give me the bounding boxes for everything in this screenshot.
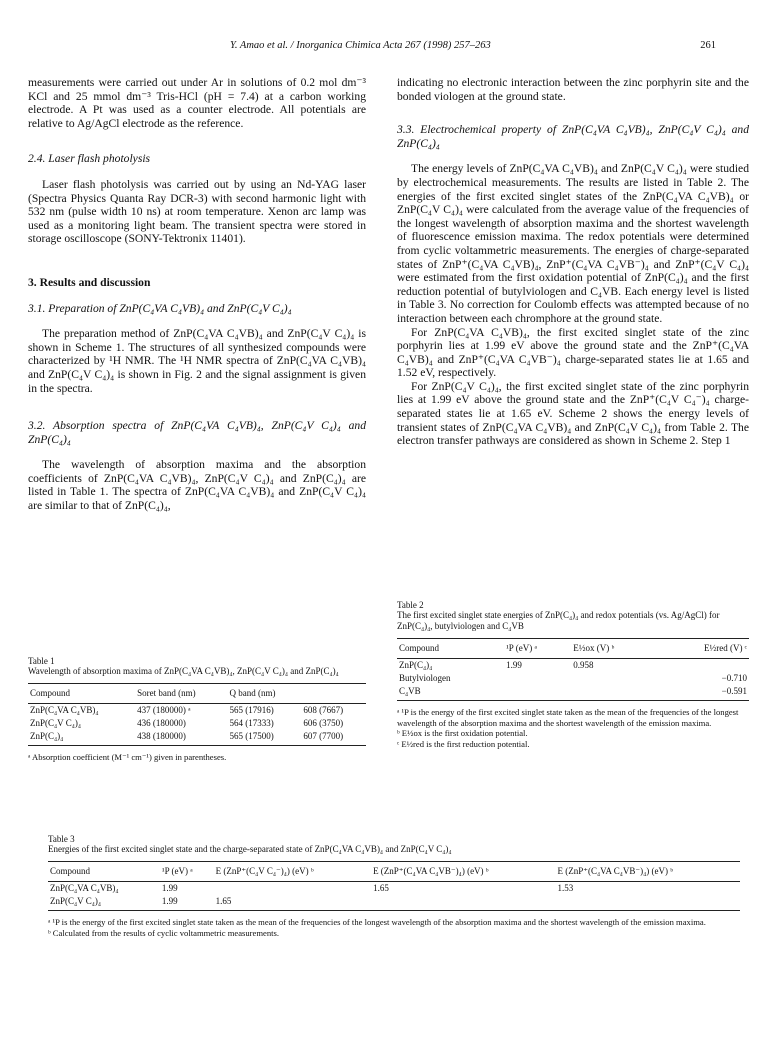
table-cell: 0.958 (573, 660, 594, 670)
column-header: Q band (nm) (227, 684, 301, 704)
table-caption: The first excited singlet state energies of ZnP(C₄)₄ and redox potentials (vs. Ag/AgCl) for ZnP(C₄)₄, butylviologen and C₄VB (397, 610, 720, 631)
table-caption: Wavelength of absorption maxima of ZnP(C₄VA C₄VB)₄, ZnP(C₄V C₄)₄ and ZnP(C₄)₄ (28, 666, 339, 676)
table-footnote: ᵃ ¹P is the energy of the first excited singlet state taken as the mean of the frequencies of the longest wavelength of the absorption maxima and the shortest wavelength of the emission maxima. (48, 917, 706, 927)
table-cell (571, 672, 658, 685)
paragraph-electrochemistry: The energy levels of ZnP(C₄VA C₄VB)₄ and ZnP(C₄V C₄)₄ were studied by electrochemical measurements. The results are listed in Table 2. The energies of the first excited singlet states of the ZnP(C₄VA C₄VB)₄ or ZnP(C₄V C₄)₄ were calculated from the average value of the frequencies of the longest wavelength of absorption maxima and the shortest wavelength of fluorescence emission maxima. The redox potentials were determined from cyclic voltammetric measurements. The energies of charge-separated states of ZnP⁺(C₄VA C₄VB)₄, ZnP⁺(C₄VA C₄VB⁻)₄ and ZnP⁺(C₄V C₄)₄ were estimated from the first oxidation potential of ZnP(C₄)₄ and the first reduction potential of butylviologen and C₄VB. Each energy level is listed in Table 3. No correction for Coulomb effects was attempted because of no interaction between each chromphore at the ground state. (397, 162, 749, 325)
table-cell: −0.710 (721, 673, 747, 683)
column-header: ¹P (eV) ᵃ (160, 862, 214, 882)
table-cell: 1.65 (214, 895, 371, 911)
right-column (397, 76, 749, 448)
column-header: E (ZnP⁺(C₄V C₄⁻)₄) (eV) ᵇ (214, 862, 371, 882)
table-row (28, 704, 366, 718)
table-cell: ZnP(C₄VA C₄VB)₄ (50, 883, 119, 893)
table-cell: Butylviologen (399, 673, 451, 683)
table-cell: 1.99 (506, 660, 522, 670)
table-row (397, 659, 749, 673)
table-cell: −0.591 (658, 685, 749, 701)
table-caption: Energies of the first excited singlet state and the charge-separated state of ZnP(C₄VA C₄VB)₄ and ZnP(C₄V C₄)₄ (48, 844, 452, 854)
table-cell: ZnP(C₄VA C₄VB)₄ (30, 705, 99, 715)
table-cell: 565 (17500) (227, 730, 301, 746)
paragraph-continued: indicating no electronic interaction between the zinc porphyrin site and the bonded viologen at the ground state. (397, 76, 749, 103)
column-header: Compound (397, 639, 504, 659)
table-1-grid (28, 683, 366, 746)
section-heading-3-2: 3.2. Absorption spectra of ZnP(C₄VA C₄VB)₄, ZnP(C₄V C₄)₄ and ZnP(C₄)₄ (28, 419, 366, 446)
column-header: Soret band (nm) (135, 684, 227, 704)
table-cell (214, 882, 371, 896)
left-column (28, 76, 366, 513)
table-cell (371, 895, 555, 911)
table-cell: 1.99 (161, 883, 178, 893)
table-cell: 436 (180000) (137, 718, 186, 728)
column-header: E½ox (V) ᵇ (571, 639, 658, 659)
table-footnote: ᵃ ¹P is the energy of the first excited singlet state taken as the mean of the frequencies of the longest wavelength of the absorption maxima and the shortest wavelength of the emission maxima. (397, 707, 739, 728)
table-cell (571, 685, 658, 701)
table-cell (658, 659, 749, 673)
table-header-row (48, 862, 740, 882)
column-header: Compound (48, 862, 160, 882)
paragraph-absorption: The wavelength of absorption maxima and the absorption coefficients of ZnP(C₄VA C₄VB)₄, ZnP(C₄V C₄)₄ and ZnP(C₄)₄ are listed in Table 1. The spectra of ZnP(C₄VA C₄VB)₄ and ZnP(C₄V C₄)₄ are similar to that of ZnP(C₄)₄, (28, 458, 366, 513)
table-cell (556, 895, 741, 911)
table-row (397, 672, 749, 685)
paragraph-laser: Laser flash photolysis was carried out by using an Nd-YAG laser (Spectra Physics Quanta Ray DCR-3) with second harmonic light with 532 nm (pulse width 10 ns) at room temperature. Xenon arc lamp was used as a monitoring light beam. The transient spectra were stored in storage oscilloscope (SONY-Tektronix 11401). (28, 177, 366, 246)
page-header (0, 40, 768, 56)
table-cell (504, 685, 571, 701)
table-header-row (28, 684, 366, 704)
running-head: Y. Amao et al. / Inorganica Chimica Acta 267 (1998) 257–263 (230, 40, 491, 51)
table-cell: 606 (3750) (303, 718, 344, 728)
page-number: 261 (700, 40, 716, 51)
column-header: Compound (28, 684, 135, 704)
column-header: E (ZnP⁺(C₄VA C₄VB⁻)₄) (eV) ᵇ (556, 862, 741, 882)
section-heading-3-1: 3.1. Preparation of ZnP(C₄VA C₄VB)₄ and ZnP(C₄V C₄)₄ (28, 301, 292, 315)
table-header-row (397, 639, 749, 659)
table-cell: ZnP(C₄V C₄)₄ (48, 895, 160, 911)
section-heading-2-4: 2.4. Laser flash photolysis (28, 152, 151, 166)
table-label: Table 1 (28, 656, 55, 666)
table-cell: 1.99 (160, 895, 214, 911)
table-3-grid (48, 861, 740, 911)
table-cell: ZnP(C₄)₄ (399, 660, 433, 670)
table-row (48, 895, 740, 911)
table-footnote: ᵇ E½ox is the first oxidation potential. (397, 728, 528, 738)
table-cell: 608 (7667) (303, 705, 344, 715)
column-header: E (ZnP⁺(C₄VA C₄VB⁻)₄) (eV) ᵇ (371, 862, 555, 882)
column-header: E½red (V) ᶜ (658, 639, 749, 659)
table-row (397, 685, 749, 701)
table-cell: C₄VB (397, 685, 504, 701)
table-1 (28, 656, 366, 763)
table-cell: 565 (17916) (229, 705, 274, 715)
table-2 (397, 600, 749, 749)
table-cell (504, 672, 571, 685)
table-cell: 437 (180000) ᵃ (137, 705, 191, 715)
table-2-grid (397, 638, 749, 701)
table-row (28, 717, 366, 730)
table-footnote: ᵇ Calculated from the results of cyclic voltammetric measurements. (48, 927, 280, 938)
table-cell: ZnP(C₄)₄ (28, 730, 135, 746)
table-row (28, 730, 366, 746)
table-label: Table 3 (48, 834, 75, 844)
paragraph-energy-1: For ZnP(C₄VA C₄VB)₄, the first excited singlet state of the zinc porphyrin lies at 1.99 eV above the ground state and the ZnP⁺(C₄VA C₄VB)₄ and ZnP⁺(C₄VA C₄VB⁻)₄ charge-separated states lie at 1.65 and 1.52 eV, respectively. (397, 325, 749, 380)
table-cell: 1.53 (557, 883, 574, 893)
column-header: ¹P (eV) ᵃ (504, 639, 571, 659)
paragraph-intro: measurements were carried out under Ar in solutions of 0.2 mol dm⁻³ KCl and 25 mmol dm⁻³ Tris-HCl (pH = 7.4) at a carbon working electrode. A Pt was used as a counter electrode. All potentials are relative to Ag/AgCl electrode as the reference. (28, 76, 366, 130)
table-footnote: ᵃ Absorption coefficient (M⁻¹ cm⁻¹) given in parentheses. (28, 752, 227, 762)
table-label: Table 2 (397, 600, 424, 610)
section-heading-3: 3. Results and discussion (28, 275, 151, 289)
table-3 (48, 834, 740, 938)
table-footnote: ᶜ E½red is the first reduction potential. (397, 738, 530, 749)
table-cell: 607 (7700) (301, 730, 366, 746)
paragraph-energy-2: For ZnP(C₄V C₄)₄, the first excited singlet state of the zinc porphyrin lies at 1.99 eV above the ground state and the ZnP⁺(C₄V C₄⁻)₄ charge-separated states lie at 1.65 eV. Scheme 2 shows the energy levels of transient states of ZnP(C₄VA C₄VB)₄ and ZnP(C₄V C₄)₄ from Table 2. The electron transfer pathways are considered as shown in Scheme 2. Step 1 (397, 379, 749, 448)
table-row (48, 882, 740, 896)
table-cell: 438 (180000) (135, 730, 227, 746)
table-cell: 1.65 (373, 883, 389, 893)
column-header (301, 684, 366, 704)
section-heading-3-3: 3.3. Electrochemical property of ZnP(C₄VA C₄VB)₄, ZnP(C₄V C₄)₄ and ZnP(C₄)₄ (397, 123, 749, 150)
table-cell: ZnP(C₄V C₄)₄ (30, 718, 82, 728)
paragraph-preparation: The preparation method of ZnP(C₄VA C₄VB)₄ and ZnP(C₄V C₄)₄ is shown in Scheme 1. The structures of all synthesized compounds were characterized by ¹H NMR. The ¹H NMR spectra of ZnP(C₄VA C₄VB)₄ and ZnP(C₄V C₄)₄ is shown in Fig. 2 and the signal assignment is given in the spectra. (28, 327, 366, 395)
table-cell: 564 (17333) (229, 718, 274, 728)
